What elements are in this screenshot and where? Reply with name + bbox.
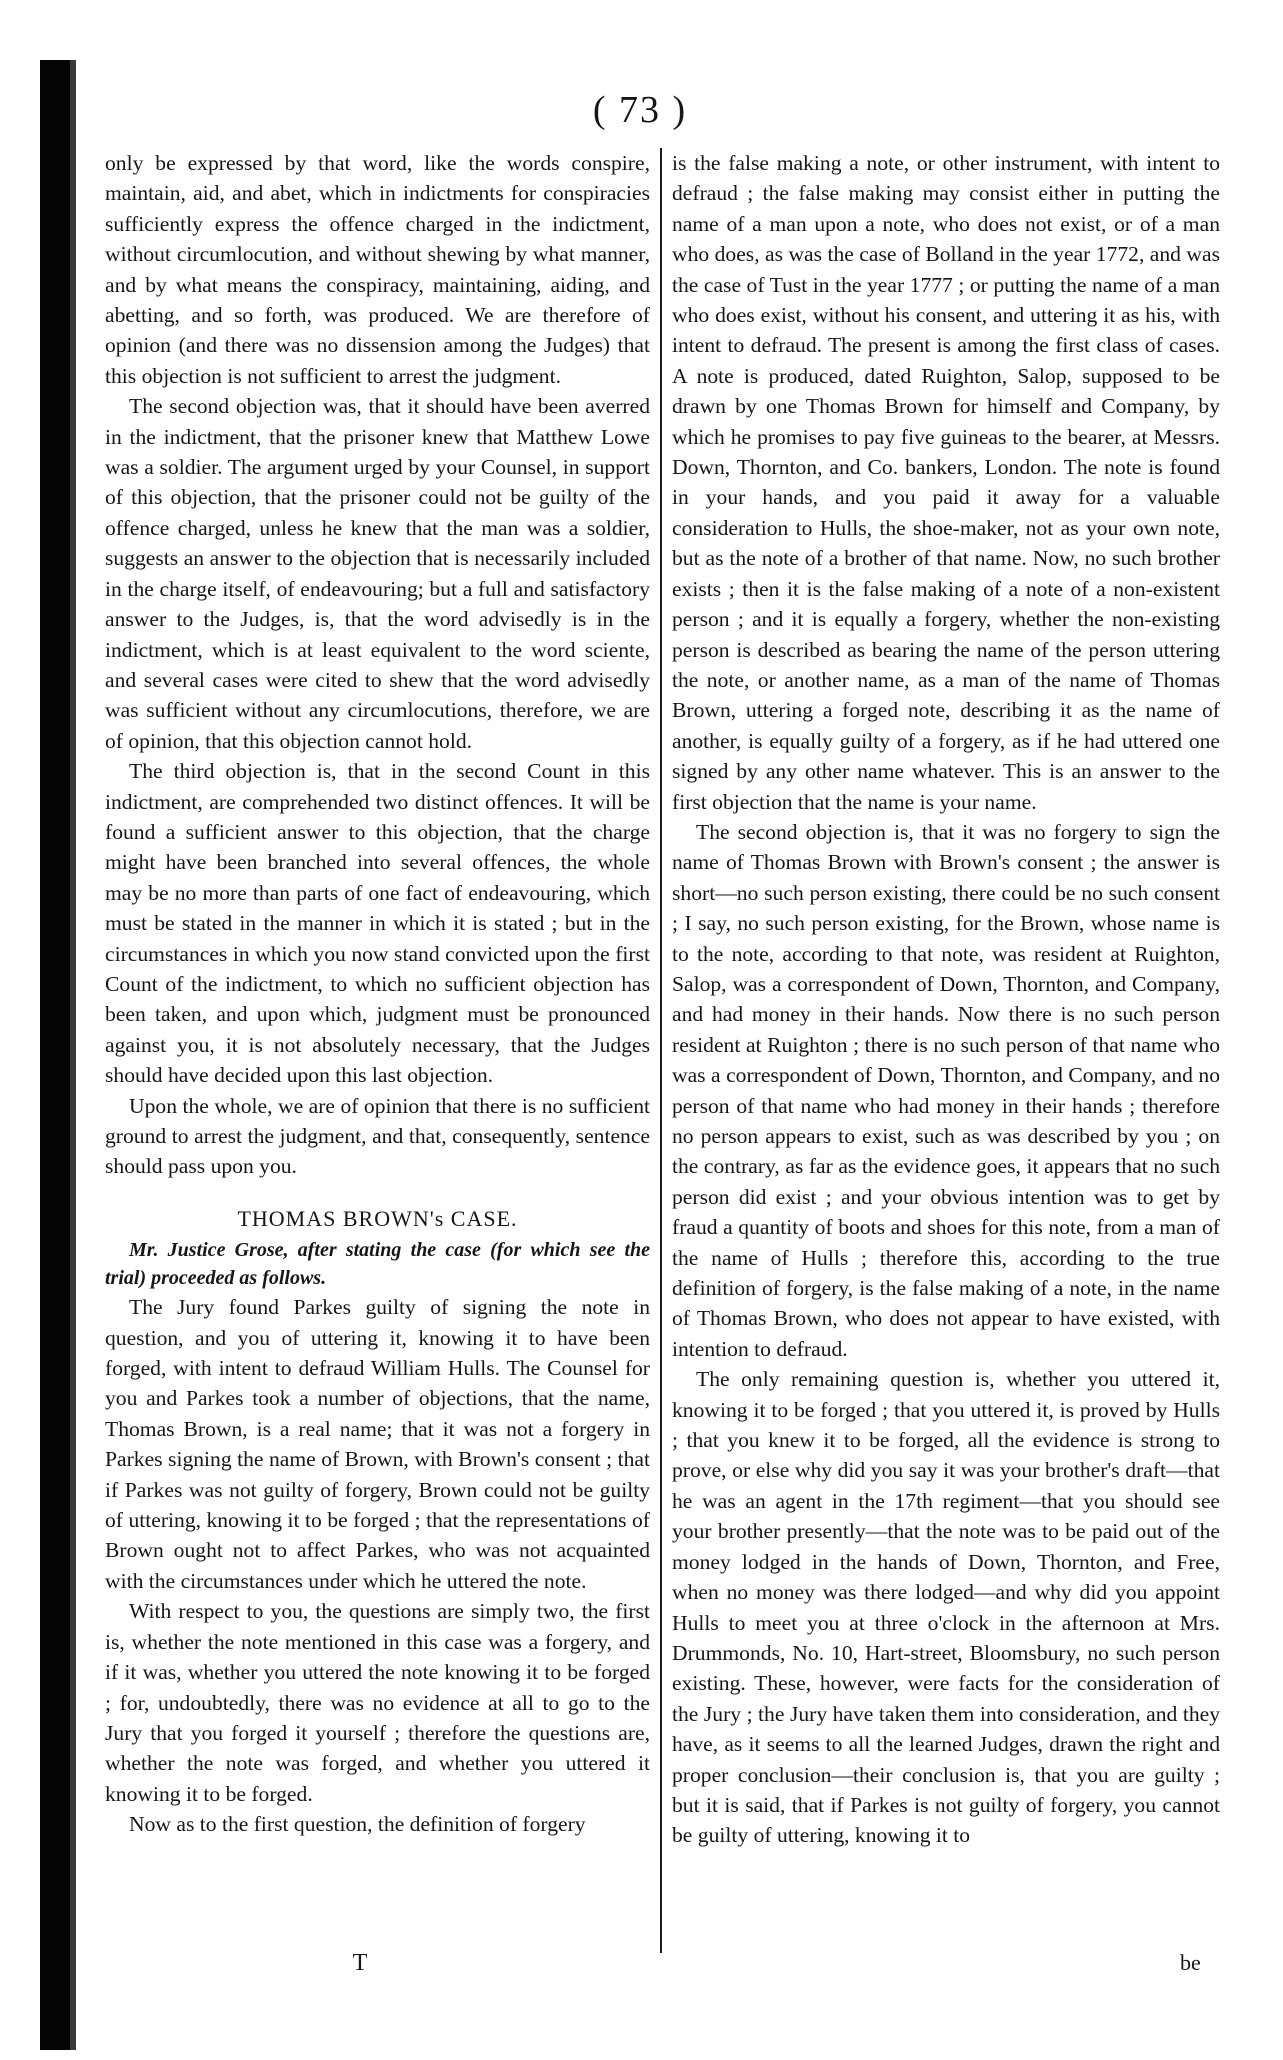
- paragraph: only be expressed by that word, like the words conspire, maintain, aid, and abet, which in indictments for conspiracies sufficiently express the offence charged in the indictment, without circumlocution, and without shewing by what manner, and by what means the conspiracy, maintaining, aiding, and abetting, and so forth, was produced. We are therefore of opinion (and there was no dissension among the Judges) that this objection is not sufficient to arrest the judgment.: [105, 151, 650, 388]
- paragraph: The only remaining question is, whether you uttered it, knowing it to be forged ; that you uttered it, is proved by Hulls ; that you knew it to be forged, all the evidence is strong to prove, or else why did you say it was your brother's draft—that he was an agent in the 17th regiment—that you should see your brother presently—that the note was to be paid out of the money lodged in the hands of Down, Thornton, and Free, when no money was there lodged—and why did you appoint Hulls to meet you at three o'clock in the afternoon at Mrs. Drummonds, No. 10, Hart-street, Bloomsbury, no such person existing. These, however, were facts for the consideration of the Jury ; the Jury have taken them into consideration, and they have, as it seems to all the learned Judges, drawn the right and proper conclusion—their conclusion is, that you are guilty ; but it is said, that if Parkes is not guilty of forgery, you cannot be guilty of uttering, knowing it to: [672, 1367, 1220, 1848]
- case-introduction: Mr. Justice Grose, after stating the case (for which see the trial) proceeded as follows.: [105, 1239, 650, 1290]
- column-divider: [660, 148, 662, 1953]
- page-binding-shadow: [40, 60, 70, 2050]
- paragraph: Now as to the first question, the definition of forgery: [129, 1812, 586, 1837]
- signature-mark: T: [352, 1950, 368, 1976]
- page-binding-edge: [70, 60, 76, 2050]
- left-column: [105, 148, 650, 1840]
- paragraph: The second objection was, that it should have been averred in the indictment, that the prisoner knew that Matthew Lowe was a soldier. The argument urged by your Counsel, in support of this objection, that the prisoner could not be guilty of the offence charged, unless he knew that the man was a soldier, suggests an answer to the objection that is necessarily included in the charge itself, of endeavouring; but a full and satisfactory answer to the Judges, is, that the word advisedly is in the indictment, which is at least equivalent to the word sciente, and several cases were cited to shew that the word advisedly was sufficient without any circumlocutions, therefore, we are of opinion, that this objection cannot hold.: [105, 394, 650, 753]
- paragraph: The second objection is, that it was no forgery to sign the name of Thomas Brown with Brown's consent ; the answer is short—no such person existing, there could be no such consent ; I say, no such person existing, for the Brown, whose name is to the note, according to that note, was resident at Ruighton, Salop, was a correspondent of Down, Thornton, and Company, and had money in their hands. Now there is no such person resident at Ruighton ; there is no such person of that name who was a correspondent of Down, Thornton, and Company, and no person of that name who had money in their hands ; therefore no person appears to exist, such as was described by you ; on the contrary, as far as the evidence goes, it appears that no such person did exist ; and your obvious intention was to get by fraud a quantity of boots and shoes for this note, from a man of the name of Hulls ; therefore this, according to the true definition of forgery, is the false making of a note, in the name of Thomas Brown, who does not appear to have existed, with intention to defraud.: [672, 819, 1220, 1361]
- paragraph: The Jury found Parkes guilty of signing the note in question, and you of uttering it, knowing it to have been forged, with intent to defraud William Hulls. The Counsel for you and Parkes took a number of objections, that the name, Thomas Brown, is a real name; that it was not a forgery in Parkes signing the name of Brown, with Brown's consent ; that if Parkes was not guilty of forgery, Brown could not be guilty of uttering, knowing it to be forged ; that the representations of Brown ought not to affect Parkes, who was not acquainted with the circumstances under which he uttered the note.: [105, 1295, 650, 1593]
- paragraph: is the false making a note, or other instrument, with intent to defraud ; the false making may consist either in putting the name of a man upon a note, who does not exist, or of a man who does, as was the case of Bolland in the year 1772, and was the case of Tust in the year 1777 ; or putting the name of a man who does exist, without his consent, and uttering it as his, with intent to defraud. The present is among the first class of cases. A note is produced, dated Ruighton, Salop, supposed to be drawn by one Thomas Brown for himself and Company, by which he promises to pay five guineas to the bearer, at Messrs. Down, Thornton, and Co. bankers, London. The note is found in your hands, and you paid it away for a valuable consideration to Hulls, the shoe-maker, not as your own note, but as the note of a brother of that name. Now, no such brother exists ; then it is the false making of a note of a non-existent person ; and it is equally a forgery, whether the non-existing person is described as bearing the name of the person uttering the note, or another name, as a man of the name of Thomas Brown, uttering a forged note, describing it as the name of another, is equally guilty of a forgery, as if he had uttered one signed by any other name whatever. This is an answer to the first objection that the name is your name.: [672, 151, 1220, 814]
- catchword: be: [1180, 1950, 1201, 1975]
- page-number: ( 73 ): [592, 89, 688, 131]
- right-column: [672, 148, 1220, 1851]
- paragraph: The third objection is, that in the second Count in this indictment, are comprehended two distinct offences. It will be found a sufficient answer to this objection, that the charge might have been branched into several offences, the whole may be no more than parts of one fact of endeavouring, which must be stated in the manner in which it is stated ; but in the circumstances in which you now stand convicted upon the first Count of the indictment, to which no sufficient objection has been taken, and upon which, judgment must be pronounced against you, it is not absolutely necessary, that the Judges should have decided upon this last objection.: [105, 759, 650, 1088]
- paragraph: With respect to you, the questions are simply two, the first is, whether the note mentioned in this case was a forgery, and if it was, whether you uttered the note knowing it to be forged ; for, undoubtedly, there was no evidence at all to go to the Jury that you forged it yourself ; therefore the questions are, whether the note was forged, and whether you uttered it knowing it to be forged.: [105, 1599, 650, 1806]
- paragraph: Upon the whole, we are of opinion that there is no sufficient ground to arrest the judgment, and that, consequently, sentence should pass upon you.: [105, 1093, 650, 1179]
- case-heading: THOMAS BROWN's CASE.: [237, 1205, 518, 1231]
